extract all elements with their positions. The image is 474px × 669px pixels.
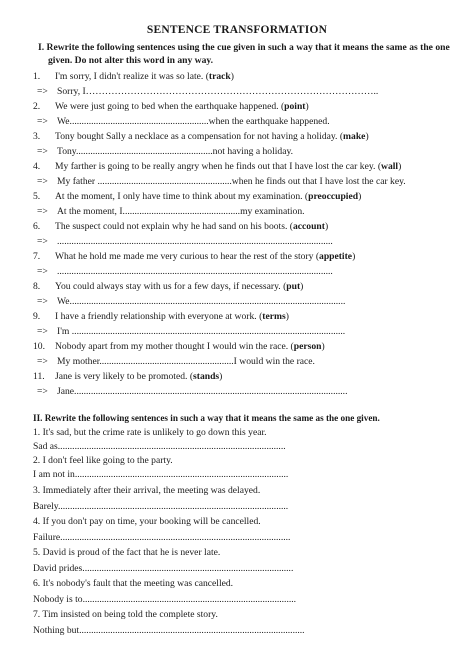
s1-answer (33, 206, 305, 218)
item-number: 9. (33, 311, 41, 322)
item-cue: track (208, 71, 231, 82)
s1-answer (33, 176, 406, 188)
s1-answer (33, 116, 330, 128)
item-number: 2. (33, 101, 41, 112)
arrow-marker: => (37, 116, 48, 127)
s1-item: 4. My farther is going to be really angry when he finds out that I have lost the car key. (wall) (33, 161, 402, 172)
arrow-marker: => (37, 266, 48, 277)
s2-item-sentence: 7. Tim insisted on being told the complete story. (33, 609, 218, 620)
s2-item-sentence: 4. If you don't pay on time, your booking will be cancelled. (33, 516, 261, 527)
item-number: 10. (33, 341, 45, 352)
item-number: 5. (33, 191, 41, 202)
answer-line: At the moment, I.................................................my examination. (57, 206, 305, 217)
item-number: 11. (33, 371, 45, 382)
s2-item-sentence: 1. It's sad, but the crime rate is unlikely to go down this year. (33, 427, 267, 438)
s1-item: 6. The suspect could not explain why he had sand on his boots. (account) (33, 221, 329, 232)
item-number: 8. (33, 281, 41, 292)
item-cue: point (284, 101, 306, 112)
s1-item: 11. Jane is very likely to be promoted. (stands) (33, 371, 223, 382)
item-sentence: My farther is going to be really angry when he finds out that I have lost the car key. (55, 161, 376, 172)
item-sentence: You could always stay with us for a few days, if necessary. (55, 281, 281, 292)
arrow-marker: => (37, 296, 48, 307)
arrow-marker: => (37, 236, 48, 247)
s1-item: 9. I have a friendly relationship with everyone at work. (terms) (33, 311, 289, 322)
item-cue: account (292, 221, 325, 232)
section1-instruction-line2: given. Do not alter this word in any way. (48, 55, 214, 66)
s2-item-answer: Nothing but.............................................................................................. (33, 625, 305, 636)
answer-line: Sorry, I……………………………………………………………………………….. (57, 86, 379, 97)
s1-item: 8. You could always stay with us for a few days, if necessary. (put) (33, 281, 304, 292)
item-sentence: We were just going to bed when the earthquake happened. (55, 101, 279, 112)
item-cue: put (286, 281, 301, 292)
s1-answer (33, 356, 315, 368)
s2-item-answer: Barely................................................................................................ (33, 501, 289, 512)
item-cue: person (293, 341, 322, 352)
item-number: 1. (33, 71, 41, 82)
item-number: 4. (33, 161, 41, 172)
s2-item-answer: Failure................................................................................................ (33, 532, 291, 543)
item-cue: preoccupied (308, 191, 359, 202)
answer-line: We..........................................................when the earthquake happened. (57, 116, 330, 127)
item-cue: wall (381, 161, 399, 172)
item-sentence: Jane is very likely to be promoted. (55, 371, 188, 382)
item-cue: appetite (319, 251, 353, 262)
section1-instruction-line1: I. Rewrite the following sentences using the cue given in such a way that it means the same as the one (38, 42, 450, 53)
item-cue: make (343, 131, 366, 142)
s1-answer (33, 236, 333, 248)
arrow-marker: => (37, 356, 48, 367)
answer-line: I'm .................................................................................................................. (57, 326, 346, 337)
item-cue: terms (262, 311, 286, 322)
section2-instruction: II. Rewrite the following sentences in such a way that it means the same as the one given. (33, 413, 380, 423)
arrow-marker: => (37, 206, 48, 217)
s1-answer (33, 296, 345, 308)
s1-answer (33, 146, 293, 158)
arrow-marker: => (37, 176, 48, 187)
item-sentence: I'm sorry, I didn't realize it was so late. (55, 71, 204, 82)
answer-line: We................................................................................................................... (57, 296, 346, 307)
arrow-marker: => (37, 326, 48, 337)
s2-item-sentence: 6. It's nobody's fault that the meeting was cancelled. (33, 578, 234, 589)
answer-line: My mother........................................................I would win the race. (57, 356, 315, 367)
s2-item-answer: I am not in......................................................................................... (33, 469, 289, 480)
item-sentence: The suspect could not explain why he had sand on his boots. (55, 221, 288, 232)
s2-item-sentence: 5. David is proud of the fact that he is never late. (33, 547, 221, 558)
s2-item-sentence: 3. Immediately after their arrival, the meeting was delayed. (33, 485, 261, 496)
item-number: 3. (33, 131, 41, 142)
s2-item-answer: Nobody is to......................................................................................... (33, 594, 297, 605)
s2-item-sentence: 2. I don't feel like going to the party. (33, 455, 173, 466)
s1-answer (33, 386, 347, 398)
s1-item: 10. Nobody apart from my mother thought I would win the race. (person) (33, 341, 325, 352)
item-sentence: Tony bought Sally a necklace as a compensation for not having a holiday. (55, 131, 338, 142)
answer-line: Tony.........................................................not having a holiday. (57, 146, 294, 157)
arrow-marker: => (37, 86, 48, 97)
s2-item-answer: Sad as............................................................................................... (33, 441, 286, 452)
item-sentence: What he hold me made me very curious to hear the rest of the story (55, 251, 314, 262)
s1-item: 7. What he hold me made me very curious to hear the rest of the story (appetite) (33, 251, 356, 262)
s2-item-answer: David prides........................................................................................ (33, 563, 294, 574)
s1-item: 1. I'm sorry, I didn't realize it was so late. (track) (33, 71, 234, 82)
answer-line: ................................................................................................................... (57, 266, 333, 277)
answer-line: Jane.................................................................................................................. (57, 386, 348, 397)
item-cue: stands (193, 371, 220, 382)
s1-answer (33, 266, 333, 278)
s1-item: 3. Tony bought Sally a necklace as a compensation for not having a holiday. (make) (33, 131, 369, 142)
item-number: 6. (33, 221, 41, 232)
answer-line: My father ........................................................when he finds out that I have lost the car key. (57, 176, 406, 187)
arrow-marker: => (37, 146, 48, 157)
arrow-marker: => (37, 386, 48, 397)
item-sentence: Nobody apart from my mother thought I would win the race. (55, 341, 289, 352)
answer-line: ................................................................................................................... (57, 236, 333, 247)
s1-item: 5. At the moment, I only have time to think about my examination. (preoccupied) (33, 191, 362, 202)
s1-item: 2. We were just going to bed when the earthquake happened. (point) (33, 101, 309, 112)
s1-answer (33, 326, 345, 338)
item-sentence: At the moment, I only have time to think about my examination. (55, 191, 303, 202)
item-sentence: I have a friendly relationship with everyone at work. (55, 311, 257, 322)
s1-answer (33, 86, 378, 98)
worksheet-title: SENTENCE TRANSFORMATION (146, 24, 328, 36)
item-number: 7. (33, 251, 41, 262)
